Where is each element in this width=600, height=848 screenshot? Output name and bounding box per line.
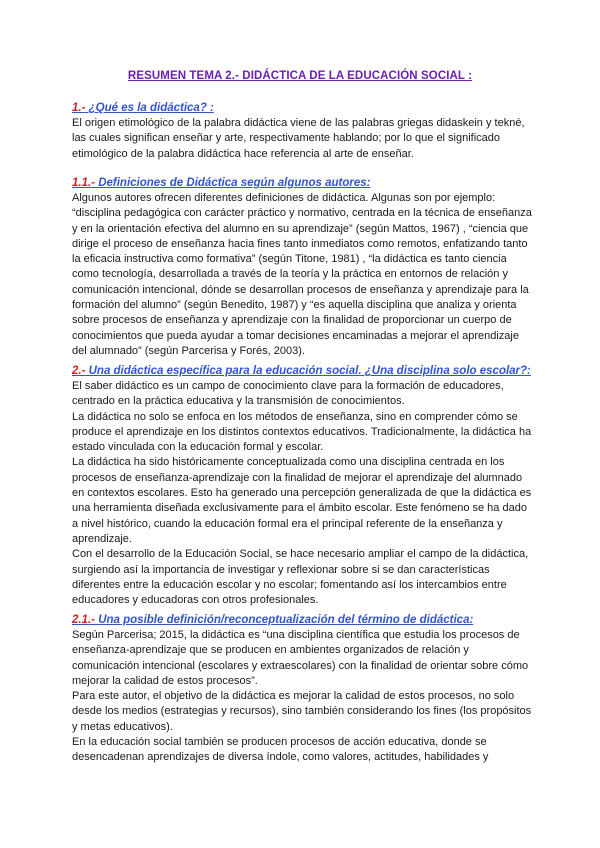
section-body [72, 628, 534, 766]
section-number: 2.1.- [72, 614, 96, 626]
paragraph: Para este autor, el objetivo de la didáctica es mejorar la calidad de estos procesos, no solo desde los medios (estrategias y recursos), sino también considerando los fines (los propósitos y metas educativos). [72, 690, 532, 733]
section-body [72, 379, 534, 608]
paragraph: Con el desarrollo de la Educación Social, se hace necesario ampliar el campo de la didáctica, surgiendo así la importancia de investigar y reflexionar sobre si se dan características diferentes entre la educación escolar y no escolar; fomentando así los intercambios entre educadores y educadoras con otros profesionales. [72, 548, 529, 607]
section-que-es-didactica [72, 101, 534, 162]
section-body [72, 116, 534, 162]
section-heading-text: ¿Qué es la didáctica? : [85, 102, 214, 114]
section-heading [72, 364, 534, 379]
paragraph: Según Parcerisa; 2015, la didáctica es “una disciplina científica que estudia los procesos de enseñanza-aprendizaje que se producen en ambientes organizados de relación y comunicación intencional (escolares y extraescolares) con la finalidad de orientar sobre cómo mejorar la calidad de estos procesos”. [72, 629, 529, 687]
section-heading [72, 176, 534, 191]
section-heading-text: Una didáctica específica para la educación social. ¿Una disciplina solo escolar?: [85, 365, 531, 377]
paragraph: Algunos autores ofrecen diferentes definiciones de didáctica. Algunas son por ejemplo: “disciplina pedagógica con carácter práctico y normativo, centrada en la técnica de enseñanza y en la orientación efectiva del alumno en su aprendizaje” (según Mattos, 1967) , “ciencia que dirige el proceso de enseñanza hacia fines tanto inmediatos como remotos, enfatizando tanto la eficacia instructiva como formativa” (según Titone, 1981) , “la didáctica es tanto ciencia como tecnología, desarrollada a través de la teoría y la práctica en entornos de relación y comunicación intencional, dónde se desarrollan procesos de enseñanza y aprendizaje para la formación del alumno” (según Benedito, 1987) y “es aquella disciplina que analiza y orienta sobre procesos de enseñanza y aprendizaje con la finalidad de proporcionar un cuerpo de conocimientos que pueda ayudar a tomar decisiones encaminadas a mejorar el aprendizaje del alumnado” (según Parcerisa y Forés, 2003). [72, 192, 532, 357]
section-reconceptualizacion [72, 613, 534, 766]
paragraph: En la educación social también se producen procesos de acción educativa, donde se desencadenan aprendizajes de diversa índole, como valores, actitudes, habilidades y [72, 736, 489, 764]
paragraph: La didáctica ha sido históricamente conceptualizada como una disciplina centrada en los procesos de enseñanza-aprendizaje con la finalidad de mejorar el aprendizaje del alumnado en contextos escolares. Esto ha generado una percepción generalizada de que la didáctica es una herramienta diseñada exclusivamente para el ámbito escolar. Este fenómeno se ha dado a nivel histórico, cuando la educación formal era el principal referente de la enseñanza y aprendizaje. [72, 456, 532, 545]
paragraph: El origen etimológico de la palabra didáctica viene de las palabras griegas didaskein y tekné, las cuales significan enseñar y arte, respectivamente hablando; por lo que el significado etimológico de la palabra didáctica hace referencia al arte de enseñar. [72, 117, 525, 160]
paragraph: El saber didáctico es un campo de conocimiento clave para la formación de educadores, centrado en la práctica educativa y la transmisión de conocimientos. [72, 380, 504, 408]
section-heading [72, 101, 534, 116]
section-definiciones [72, 176, 534, 359]
section-heading [72, 613, 534, 628]
section-heading-text: Una posible definición/reconceptualización del término de didáctica: [95, 614, 474, 626]
section-number: 1.1.- [72, 177, 96, 189]
section-number: 2.- [72, 365, 86, 377]
section-body [72, 191, 534, 359]
document-title: RESUMEN TEMA 2.- DIDÁCTICA DE LA EDUCACIÓN SOCIAL : [127, 70, 473, 82]
section-didactica-especifica [72, 364, 534, 608]
section-heading-text: Definiciones de Didáctica según algunos autores: [95, 177, 371, 189]
paragraph: La didáctica no solo se enfoca en los métodos de enseñanza, sino en comprender cómo se produce el aprendizaje en los distintos contextos educativos. Tradicionalmente, la didáctica ha estado vinculada con la educación formal y escolar. [72, 410, 532, 454]
section-number: 1.- [72, 102, 86, 114]
